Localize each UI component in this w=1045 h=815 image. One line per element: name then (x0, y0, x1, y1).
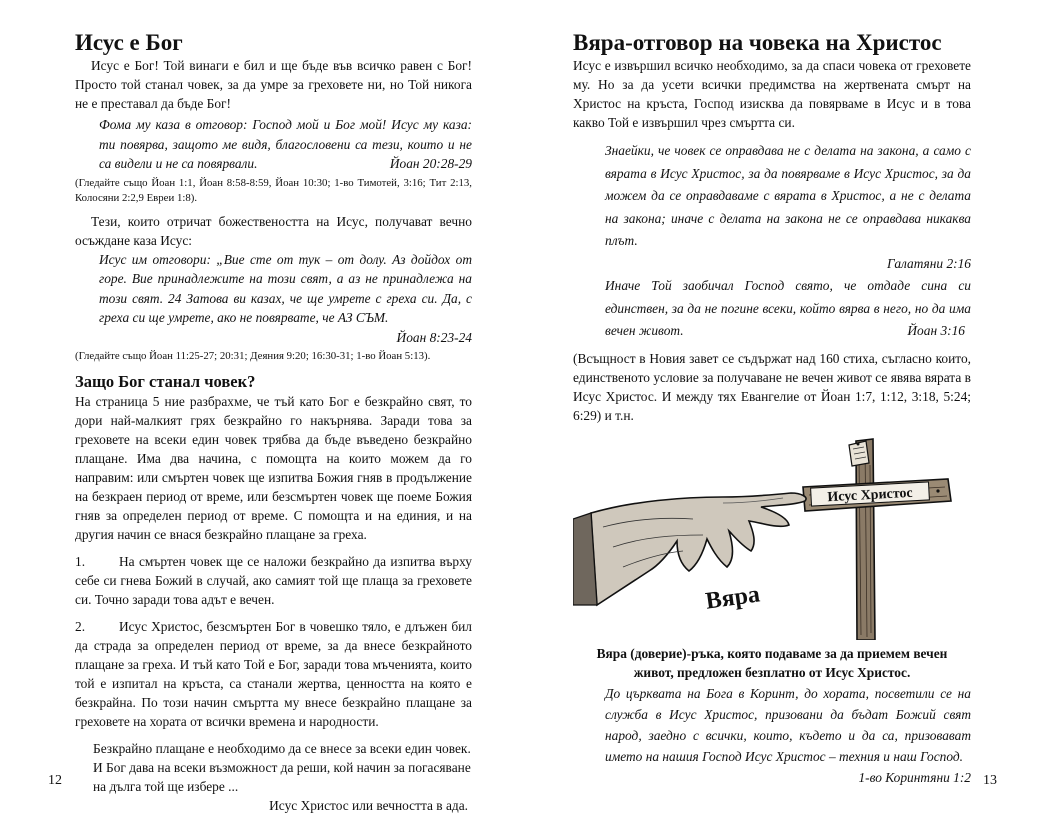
left-quote-1 (75, 115, 472, 174)
right-quote-2 (573, 275, 971, 343)
left-intro: Исус е Бог! Той винаги е бил и ще бъде във всичко равен с Бог! Просто той станал човек, за да умре за греховете ни, но Той никога не е преставал да бъде Бог! (75, 58, 472, 111)
left-quote-2-text: Исус им отговори: „Вие сте от тук – от долу. Аз дойдох от горе. Вие принадлежите на този свят, а аз не принадлежа на този свят. 24 Затова ви казах, че ще умрете с греха си. Да, с греха си ще умрете, ако не повярвате, че АЗ СЪМ. (99, 251, 472, 325)
right-quote-3 (573, 683, 971, 788)
left-quote-2-ref: Йоан 8:23-24 (396, 329, 472, 345)
right-title: Вяра-отговор на човека на Христос (573, 30, 942, 55)
page-number-left: 12 (48, 773, 62, 788)
left-para-2: Тези, които отричат божествеността на Исус, получават вечно осъждане каза Исус: (75, 213, 472, 248)
right-quote-2-ref: Йоан 3:16 (907, 323, 965, 338)
page-number-right: 13 (983, 773, 997, 788)
right-quote-1 (573, 140, 971, 275)
illustration-svg (573, 435, 971, 640)
right-intro: Исус е извършил всичко необходимо, за да спаси човека от греховете му. Но за да усети всички предимства на жертвената смърт на Христос на кръста, Господ изисква да повярваме в Исус и в това какво Той е извършил чрез смъртта си. (573, 58, 971, 130)
left-item-2-number: 2. (75, 619, 86, 634)
left-quote-2 (75, 250, 472, 348)
left-see-also-1: (Гледайте също Йоан 1:1, Йоан 8:58-8:59, Йоан 10:30; 1-во Тимотей, 3:16; Тит 2:13, Колосяни 2:2,9 Евреи 1:8). (75, 176, 472, 204)
cross-label: Исус Христос (827, 485, 914, 505)
left-closing: Исус Христос или вечността в ада. (269, 798, 468, 813)
left-column (75, 30, 472, 815)
page-left (0, 0, 522, 813)
left-title: Исус е Бог (75, 30, 183, 55)
left-item-2 (75, 617, 472, 731)
left-heading-2: Защо Бог станал човек? (75, 372, 256, 391)
faith-hand-cross-illustration (573, 435, 971, 640)
left-item-1-number: 1. (75, 554, 86, 569)
right-para-2: (Всъщност в Новия завет се съдържат над 160 стиха, съгласно които, единственото условие за получаване не вечен живот се явява вярата в Исус Христос. И между тях Евангелие от Йоан 1:7, 1:12, 3:18, 5:24; 6:29) и т.н. (573, 350, 971, 423)
page-right (523, 0, 1045, 808)
illustration-caption: Вяра (доверие)-ръка, която подаваме за да приемем вечен живот, предложен безплатно от Исус Христос. (596, 645, 948, 680)
hand-label: Вяра (704, 580, 762, 615)
right-quote-3-ref: 1-во Коринтяни 1:2 (858, 769, 971, 785)
right-quote-1-ref: Галатяни 2:16 (887, 255, 971, 271)
right-quote-2-text: Иначе Той заобичал Господ свято, че отдаде сина си единствен, за да не погине всеки, който вярва в него, но да има вечен живот. (605, 278, 971, 338)
left-para-4: Безкрайно плащане е необходимо да се внесе за всеки един човек. И Бог дава на всеки възможност да реши, кой начин за погасяване на дълга той ще избере ... (93, 741, 471, 794)
left-quote-1-ref: Йоан 20:28-29 (389, 156, 472, 171)
cross-icon (803, 439, 951, 640)
right-quote-1-text: Знаейки, че човек се оправдава не с делата на закона, а само с вярата в Исус Христос, за да повярваме в Исус Христос, за да можем да се оправдаваме с вярата в Христос, а не с делата на закона; иначе с делата на закона не се оправдава никаква плът. (605, 143, 971, 248)
left-para-3: На страница 5 ние разбрахме, че тъй като Бог е безкрайно свят, то дори най-малкият грях безкрайно го накърнява. Заради това за греховете на всеки един човек трябва да бъде въведено безкрайно плащане. Има два начина, с помощта на които можем да го направим: или смъртен човек ще изпитва Божия гняв в продължение на безкраен период от време, или безсмъртен човек ще поеме Божия гняв за определен период от време. С помощта и на единия, и на другия начин се внася безкрайно плащане за греха. (75, 394, 472, 542)
left-quote-1-text: Фома му каза в отговор: Господ мой и Бог мой! Исус му каза: ти повярва, защото ме видя, благословени са тези, които и не са видели и не са повярвали. (99, 117, 472, 171)
right-quote-3-text: До църквата на Бога в Коринт, до хората, посветили се на служба в Исус Христос, призовани да бъдат Божий свят народ, заедно с всички, които, където и да са, призовават името на нашия Господ Исус Христос – техния и наш Господ. (605, 685, 971, 764)
right-column (573, 30, 971, 788)
left-see-also-2: (Гледайте също Йоан 11:25-27; 20:31; Деяния 9:20; 16:30-31; 1-во Йоан 5:13). (75, 350, 431, 362)
left-item-2-text: Исус Христос, безсмъртен Бог в човешко тяло, е длъжен бил да страда за определен период от време, за да внесе безкрайното плащане за греха. И тъй като Той е Бог, заради това мъченията, които той е изпитал на кръста, са станали жертва, ценността на която е безкрайна. По този начин смъртта му внесе безкрайно плащане за греховете на хората от всички времена и народности. (75, 619, 472, 729)
left-item-1 (75, 552, 472, 609)
left-item-1-text: На смъртен човек ще се наложи безкрайно да изпитва върху себе си гнева Божий в случай, ако самият той ще плаща за греховете си. Точно заради това адът е вечен. (75, 554, 472, 607)
hand-icon (573, 493, 806, 605)
